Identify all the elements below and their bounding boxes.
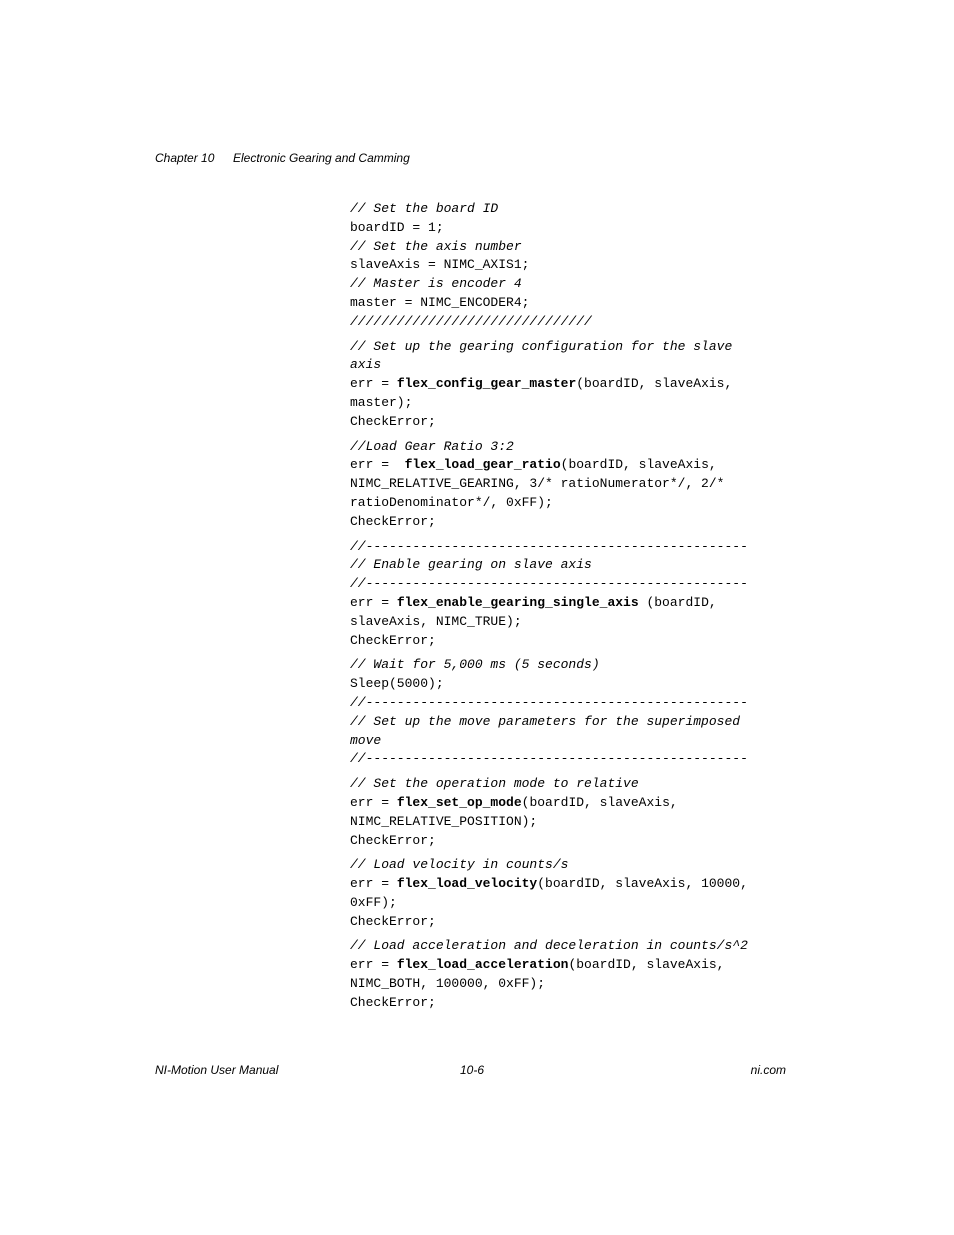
- code-text: err =: [350, 957, 397, 973]
- code-comment: //-------------------------------------------------: [350, 576, 748, 592]
- code-text: err =: [350, 876, 397, 892]
- code-line: NIMC_RELATIVE_POSITION);: [350, 813, 538, 829]
- code-comment: //Load Gear Ratio 3:2: [350, 438, 514, 454]
- code-text: (boardID, slaveAxis,: [521, 794, 678, 810]
- code-comment: // Master is encoder 4: [350, 276, 522, 292]
- code-comment: ///////////////////////////////: [350, 313, 592, 329]
- code-comment: //-------------------------------------------------: [350, 694, 748, 710]
- code-line: [350, 375, 790, 394]
- code-line: [350, 594, 790, 613]
- code-block-wait: [350, 656, 790, 769]
- code-line: CheckError;: [350, 632, 436, 648]
- code-text: (boardID, slaveAxis,: [576, 376, 733, 392]
- code-text: err =: [350, 594, 397, 610]
- code-block-setup: [350, 200, 790, 332]
- function-name: flex_set_op_mode: [396, 794, 522, 810]
- code-line: CheckError;: [350, 413, 436, 429]
- code-line: Sleep(5000);: [350, 676, 444, 692]
- code-line: ratioDenominator*/, 0xFF);: [350, 494, 553, 510]
- code-line: slaveAxis, NIMC_TRUE);: [350, 613, 522, 629]
- function-name: flex_enable_gearing_single_axis: [396, 594, 639, 610]
- code-block-gear-config: [350, 338, 790, 432]
- code-block-op-mode: [350, 775, 790, 850]
- code-line: [350, 875, 790, 894]
- code-comment: // Load acceleration and deceleration in counts/s^2: [350, 938, 748, 954]
- code-line: slaveAxis = NIMC_AXIS1;: [350, 257, 530, 273]
- code-comment: // Set the operation mode to relative: [350, 776, 639, 792]
- code-text: (boardID, slaveAxis,: [560, 457, 717, 473]
- code-line: 0xFF);: [350, 894, 397, 910]
- code-comment: // Set the axis number: [350, 238, 522, 254]
- code-comment: //-------------------------------------------------: [350, 538, 748, 554]
- function-name: flex_load_gear_ratio: [404, 457, 561, 473]
- running-header: [155, 150, 410, 166]
- chapter-label: Chapter 10: [155, 151, 215, 165]
- code-line: CheckError;: [350, 513, 436, 529]
- code-comment: // Set up the move parameters for the superimposed: [350, 713, 741, 729]
- code-text: (boardID,: [638, 594, 717, 610]
- code-block-velocity: [350, 856, 790, 931]
- function-name: flex_load_velocity: [396, 876, 538, 892]
- code-text: err =: [350, 457, 405, 473]
- code-text: err =: [350, 794, 397, 810]
- code-block-gear-ratio: [350, 438, 790, 532]
- code-comment: // Wait for 5,000 ms (5 seconds): [350, 657, 600, 673]
- code-line: boardID = 1;: [350, 219, 444, 235]
- code-line: master);: [350, 394, 413, 410]
- code-block-acceleration: [350, 937, 790, 1012]
- code-comment: // Load velocity in counts/s: [350, 857, 569, 873]
- code-text: (boardID, slaveAxis,: [568, 957, 725, 973]
- code-line: CheckError;: [350, 994, 436, 1010]
- code-line: [350, 456, 790, 475]
- code-comment: // Set the board ID: [350, 201, 499, 216]
- code-line: master = NIMC_ENCODER4;: [350, 294, 530, 310]
- code-line: CheckError;: [350, 913, 436, 929]
- code-line: CheckError;: [350, 832, 436, 848]
- code-line: [350, 794, 790, 813]
- chapter-title: Electronic Gearing and Camming: [233, 151, 410, 165]
- code-comment: // Enable gearing on slave axis: [350, 557, 592, 573]
- function-name: flex_config_gear_master: [396, 376, 577, 392]
- website: ni.com: [750, 1063, 786, 1077]
- code-text: err =: [350, 376, 397, 392]
- code-comment: axis: [350, 357, 382, 373]
- code-comment: move: [350, 732, 382, 748]
- code-comment: //-------------------------------------------------: [350, 751, 748, 767]
- page-number: 10-6: [460, 1063, 485, 1077]
- code-block-enable-gearing: [350, 538, 790, 651]
- code-comment: // Set up the gearing configuration for the slave: [350, 338, 733, 354]
- running-footer: [155, 1062, 786, 1078]
- code-listing: [350, 200, 790, 1019]
- code-text: (boardID, slaveAxis, 10000,: [537, 876, 748, 892]
- code-line: NIMC_RELATIVE_GEARING, 3/* ratioNumerator*/, 2/*: [350, 476, 725, 492]
- function-name: flex_load_acceleration: [396, 957, 569, 973]
- code-line: [350, 956, 790, 975]
- manual-title: NI-Motion User Manual: [155, 1063, 279, 1077]
- code-line: NIMC_BOTH, 100000, 0xFF);: [350, 976, 546, 992]
